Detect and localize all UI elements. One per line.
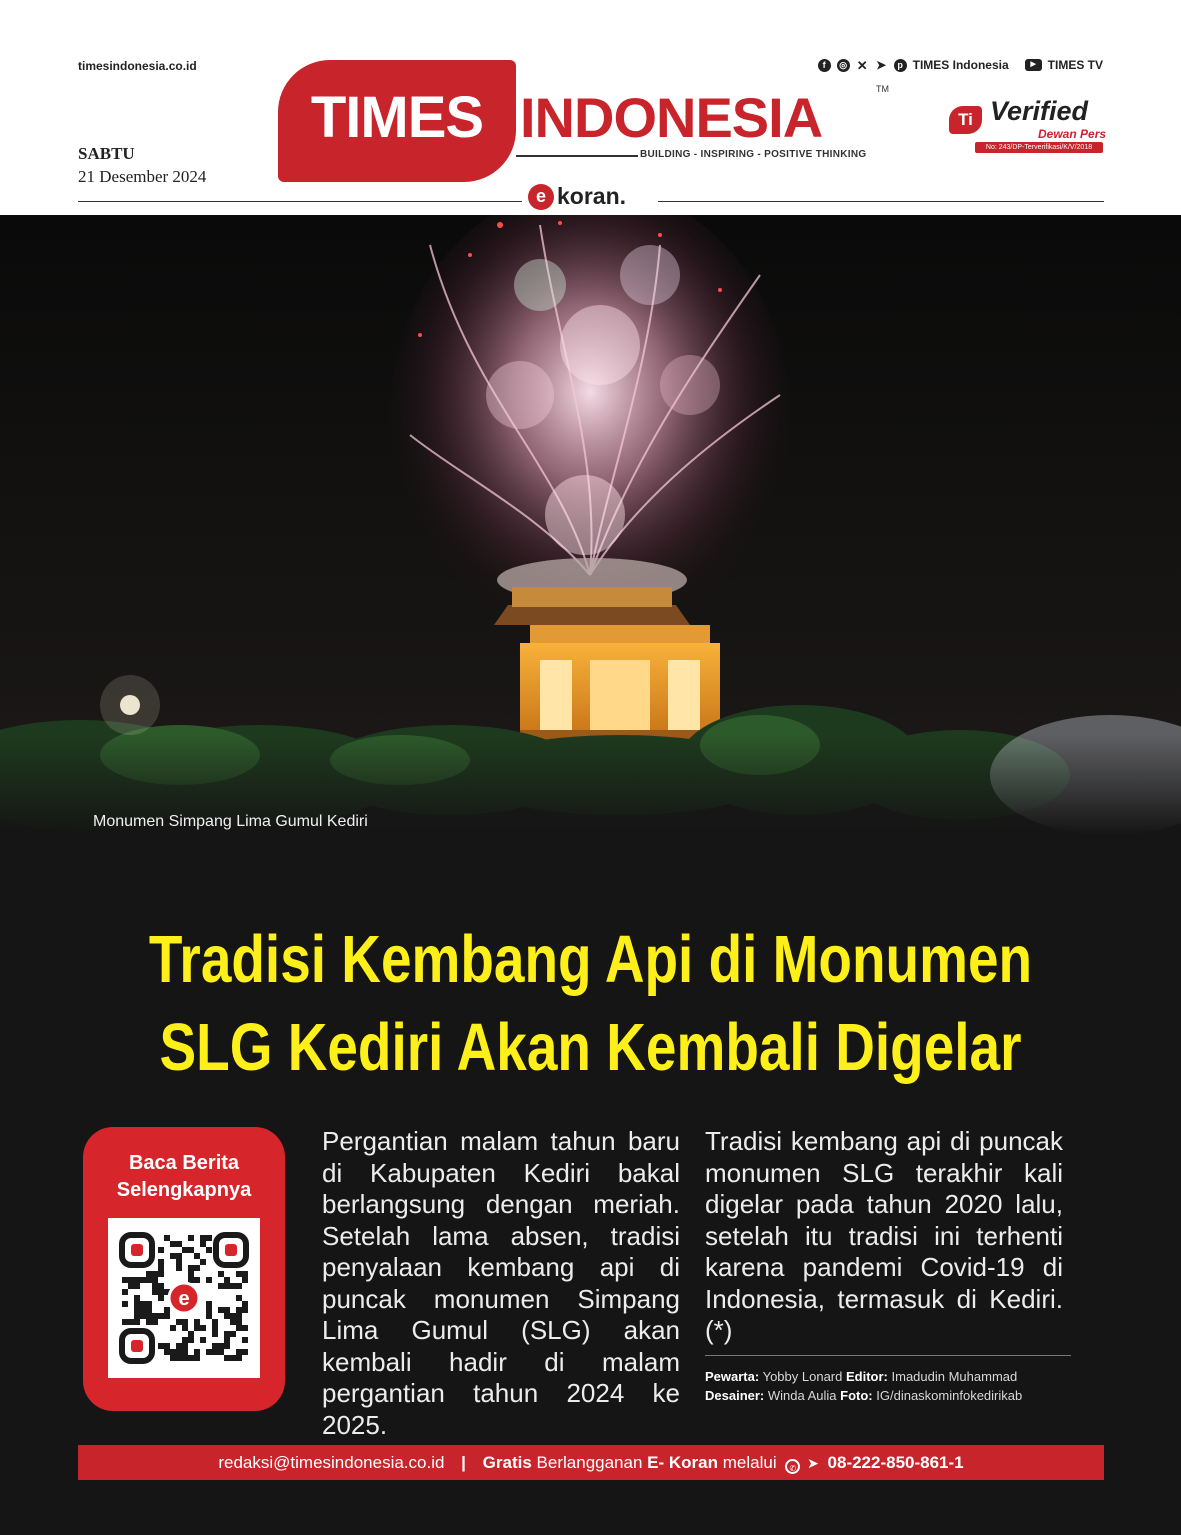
desainer-name: Winda Aulia xyxy=(767,1388,837,1403)
qr-module xyxy=(230,1331,236,1337)
qr-module xyxy=(200,1235,206,1241)
footer-phone[interactable]: 08-222-850-861-1 xyxy=(827,1453,964,1472)
qr-module xyxy=(146,1319,152,1325)
logo-rule xyxy=(516,155,638,157)
credits-divider xyxy=(705,1355,1071,1356)
qr-module xyxy=(182,1337,188,1343)
qr-module xyxy=(194,1349,200,1355)
qr-module xyxy=(200,1259,206,1265)
qr-module xyxy=(170,1355,176,1361)
logo-times-text: TIMES xyxy=(310,85,484,150)
hero-photo xyxy=(0,215,1181,835)
telegram-icon[interactable]: ➤ xyxy=(876,57,887,72)
qr-module xyxy=(158,1343,164,1349)
qr-module xyxy=(176,1253,182,1259)
qr-module xyxy=(164,1307,170,1313)
qr-module xyxy=(170,1325,176,1331)
qr-module xyxy=(224,1355,230,1361)
qr-module xyxy=(134,1295,140,1301)
masthead xyxy=(0,0,1181,215)
qr-module xyxy=(134,1277,140,1283)
qr-module xyxy=(212,1343,218,1349)
qr-module xyxy=(194,1319,200,1325)
qr-module xyxy=(242,1277,248,1283)
credits-line-1 xyxy=(705,1367,1085,1386)
qr-module xyxy=(146,1307,152,1313)
qr-module xyxy=(224,1307,230,1313)
qr-module xyxy=(140,1307,146,1313)
verified-word: Verified xyxy=(990,96,1089,126)
telegram-icon[interactable]: ➤ xyxy=(807,1455,819,1471)
qr-module xyxy=(218,1349,224,1355)
qr-module xyxy=(146,1301,152,1307)
qr-module xyxy=(170,1241,176,1247)
qr-module xyxy=(158,1295,164,1301)
qr-code-icon[interactable] xyxy=(108,1218,260,1378)
qr-module xyxy=(236,1319,242,1325)
facebook-icon[interactable]: f xyxy=(818,59,831,72)
qr-module xyxy=(170,1253,176,1259)
qr-module xyxy=(170,1349,176,1355)
qr-module xyxy=(140,1301,146,1307)
qr-module xyxy=(200,1325,206,1331)
qr-module xyxy=(206,1307,212,1313)
issue-date: 21 Desember 2024 xyxy=(78,167,207,186)
qr-title-line-1: Baca Berita xyxy=(128,1152,240,1174)
photo-caption: Monumen Simpang Lima Gumul Kediri xyxy=(93,813,368,830)
qr-module xyxy=(128,1283,134,1289)
qr-module xyxy=(182,1343,188,1349)
fireworks-monument-illustration xyxy=(0,215,1181,835)
qr-module xyxy=(224,1283,230,1289)
instagram-icon[interactable]: ◎ xyxy=(837,59,850,72)
foto-label: Foto: xyxy=(840,1388,873,1403)
qr-module xyxy=(206,1235,212,1241)
footer-ekoran: E- Koran xyxy=(647,1453,718,1472)
qr-module xyxy=(152,1289,158,1295)
qr-module xyxy=(128,1319,134,1325)
youtube-icon[interactable]: ▶ xyxy=(1025,59,1042,71)
qr-module xyxy=(242,1337,248,1343)
qr-module xyxy=(236,1271,242,1277)
qr-module xyxy=(224,1343,230,1349)
qr-module xyxy=(158,1247,164,1253)
article-column-2: Tradisi kembang api di puncak monumen SLG terakhir kali digelar pada tahun 2020 lalu, setelah itu tradisi ini terhenti karena pandemi Covid-19 di Indonesia, termasuk di Kediri.(*) xyxy=(705,1126,1063,1345)
qr-module xyxy=(218,1271,224,1277)
qr-module xyxy=(236,1313,242,1319)
qr-module xyxy=(242,1349,248,1355)
qr-module xyxy=(188,1235,194,1241)
qr-module xyxy=(236,1307,242,1313)
qr-module xyxy=(194,1253,200,1259)
qr-module xyxy=(140,1277,146,1283)
qr-module xyxy=(230,1319,236,1325)
qr-module xyxy=(206,1277,212,1283)
qr-module xyxy=(206,1247,212,1253)
qr-module xyxy=(152,1319,158,1325)
headline-line-1: Tradisi Kembang Api di Monumen xyxy=(148,922,1033,997)
qr-module xyxy=(188,1247,194,1253)
qr-module xyxy=(146,1271,152,1277)
qr-module xyxy=(236,1355,242,1361)
qr-module xyxy=(164,1313,170,1319)
editor-label: Editor: xyxy=(845,1369,888,1384)
site-url[interactable]: timesindonesia.co.id xyxy=(78,59,197,73)
qr-module xyxy=(176,1241,182,1247)
qr-module xyxy=(242,1301,248,1307)
verified-number: No: 243/DP-Terverifikasi/K/V/2018 xyxy=(975,142,1103,153)
qr-module xyxy=(182,1355,188,1361)
qr-module xyxy=(212,1331,218,1337)
social-links xyxy=(818,58,1103,72)
qr-module xyxy=(176,1349,182,1355)
foto-source: IG/dinaskominfokedirikab xyxy=(876,1388,1023,1403)
qr-module xyxy=(122,1301,128,1307)
ekoran-word: koran. xyxy=(557,183,627,209)
qr-module xyxy=(140,1313,146,1319)
qr-module xyxy=(182,1247,188,1253)
qr-code-graphic xyxy=(108,1218,260,1378)
pewarta-label: Pewarta: xyxy=(705,1369,760,1384)
credits xyxy=(705,1367,1085,1405)
footer-berlangganan: Berlangganan xyxy=(536,1453,643,1472)
qr-module xyxy=(158,1265,164,1271)
qr-module xyxy=(164,1343,170,1349)
qr-module xyxy=(182,1349,188,1355)
logo-tagline: BUILDING - INSPIRING - POSITIVE THINKING xyxy=(640,149,867,160)
qr-module xyxy=(224,1331,230,1337)
article-column-1: Pergantian malam tahun baru di Kabupaten Kediri bakal berlangsung dengan meriah. Setelah lama absen, tradisi penyalaan kembang api di puncak monumen Simpang Lima Gumul (SLG) akan kembali hadir di malam pergantian tahun 2024 ke 2025. xyxy=(322,1126,680,1440)
ekoran-e-icon: e xyxy=(528,184,554,210)
qr-module xyxy=(134,1307,140,1313)
qr-module xyxy=(218,1307,224,1313)
pinterest-icon[interactable]: p xyxy=(894,59,907,72)
qr-module xyxy=(146,1313,152,1319)
qr-module xyxy=(194,1325,200,1331)
qr-module xyxy=(230,1313,236,1319)
qr-module xyxy=(122,1289,128,1295)
qr-module xyxy=(236,1295,242,1301)
qr-module xyxy=(158,1283,164,1289)
qr-module xyxy=(230,1355,236,1361)
editor-name: Imadudin Muhammad xyxy=(891,1369,1018,1384)
qr-module xyxy=(146,1277,152,1283)
qr-module xyxy=(176,1259,182,1265)
qr-module xyxy=(134,1319,140,1325)
footer-bar xyxy=(78,1445,1104,1480)
qr-module xyxy=(182,1325,188,1331)
qr-module xyxy=(152,1277,158,1283)
qr-module xyxy=(236,1283,242,1289)
qr-module xyxy=(206,1313,212,1319)
qr-module xyxy=(176,1355,182,1361)
footer-separator: | xyxy=(461,1453,466,1472)
footer-email[interactable]: redaksi@timesindonesia.co.id xyxy=(218,1453,445,1472)
qr-center-logo: e xyxy=(178,1288,190,1310)
qr-module xyxy=(122,1319,128,1325)
ekoran-logo xyxy=(528,183,626,210)
qr-module xyxy=(176,1319,182,1325)
tv-label[interactable]: TIMES TV xyxy=(1047,58,1103,72)
qr-module xyxy=(224,1277,230,1283)
qr-module xyxy=(158,1313,164,1319)
footer-melalui: melalui xyxy=(722,1453,777,1472)
verified-badge-icon: Ti xyxy=(949,106,982,134)
divider-right xyxy=(658,201,1104,202)
qr-module xyxy=(206,1349,212,1355)
issue-day: SABTU xyxy=(78,144,135,163)
qr-module xyxy=(230,1283,236,1289)
qr-module xyxy=(200,1241,206,1247)
qr-module xyxy=(134,1283,140,1289)
qr-module xyxy=(224,1337,230,1343)
qr-module xyxy=(218,1283,224,1289)
qr-title xyxy=(83,1150,285,1204)
qr-module xyxy=(176,1343,182,1349)
x-icon[interactable]: ✕ xyxy=(856,57,868,73)
qr-module xyxy=(134,1301,140,1307)
pewarta-name: Yobby Lonard xyxy=(762,1369,843,1384)
qr-module xyxy=(242,1271,248,1277)
qr-module xyxy=(212,1349,218,1355)
qr-module xyxy=(206,1301,212,1307)
verified-sub: Dewan Pers xyxy=(1038,127,1107,141)
qr-module xyxy=(194,1265,200,1271)
qr-title-line-2: Selengkapnya xyxy=(116,1179,252,1201)
qr-module xyxy=(158,1259,164,1265)
qr-module xyxy=(164,1235,170,1241)
desainer-label: Desainer: xyxy=(705,1388,765,1403)
qr-module xyxy=(152,1283,158,1289)
qr-module xyxy=(152,1271,158,1277)
qr-module xyxy=(176,1265,182,1271)
qr-module xyxy=(122,1277,128,1283)
trademark: TM xyxy=(876,84,889,94)
qr-module xyxy=(158,1289,164,1295)
qr-module xyxy=(194,1355,200,1361)
qr-module xyxy=(188,1265,194,1271)
qr-module xyxy=(212,1325,218,1331)
qr-module xyxy=(134,1313,140,1319)
qr-module xyxy=(236,1349,242,1355)
qr-module xyxy=(224,1313,230,1319)
qr-module xyxy=(158,1271,164,1277)
qr-module xyxy=(188,1277,194,1283)
qr-module xyxy=(188,1331,194,1337)
qr-module xyxy=(128,1277,134,1283)
qr-module xyxy=(152,1313,158,1319)
qr-module xyxy=(182,1319,188,1325)
qr-module xyxy=(164,1349,170,1355)
credits-line-2 xyxy=(705,1386,1085,1405)
social-label[interactable]: TIMES Indonesia xyxy=(912,58,1009,72)
qr-module xyxy=(218,1343,224,1349)
qr-module xyxy=(188,1355,194,1361)
logo-indonesia-text: INDONESIA xyxy=(520,86,823,149)
qr-module xyxy=(242,1307,248,1313)
qr-module xyxy=(212,1319,218,1325)
footer-gratis: Gratis xyxy=(482,1453,532,1472)
qr-module xyxy=(188,1271,194,1277)
qr-module xyxy=(188,1337,194,1343)
qr-module xyxy=(200,1337,206,1343)
whatsapp-icon[interactable]: ✆ xyxy=(785,1459,800,1474)
divider-left xyxy=(78,201,522,202)
headline-line-2: SLG Kediri Akan Kembali Digelar xyxy=(159,1010,1022,1085)
qr-module xyxy=(194,1277,200,1283)
qr-module xyxy=(236,1325,242,1331)
headline xyxy=(139,916,1042,1092)
qr-module xyxy=(242,1325,248,1331)
